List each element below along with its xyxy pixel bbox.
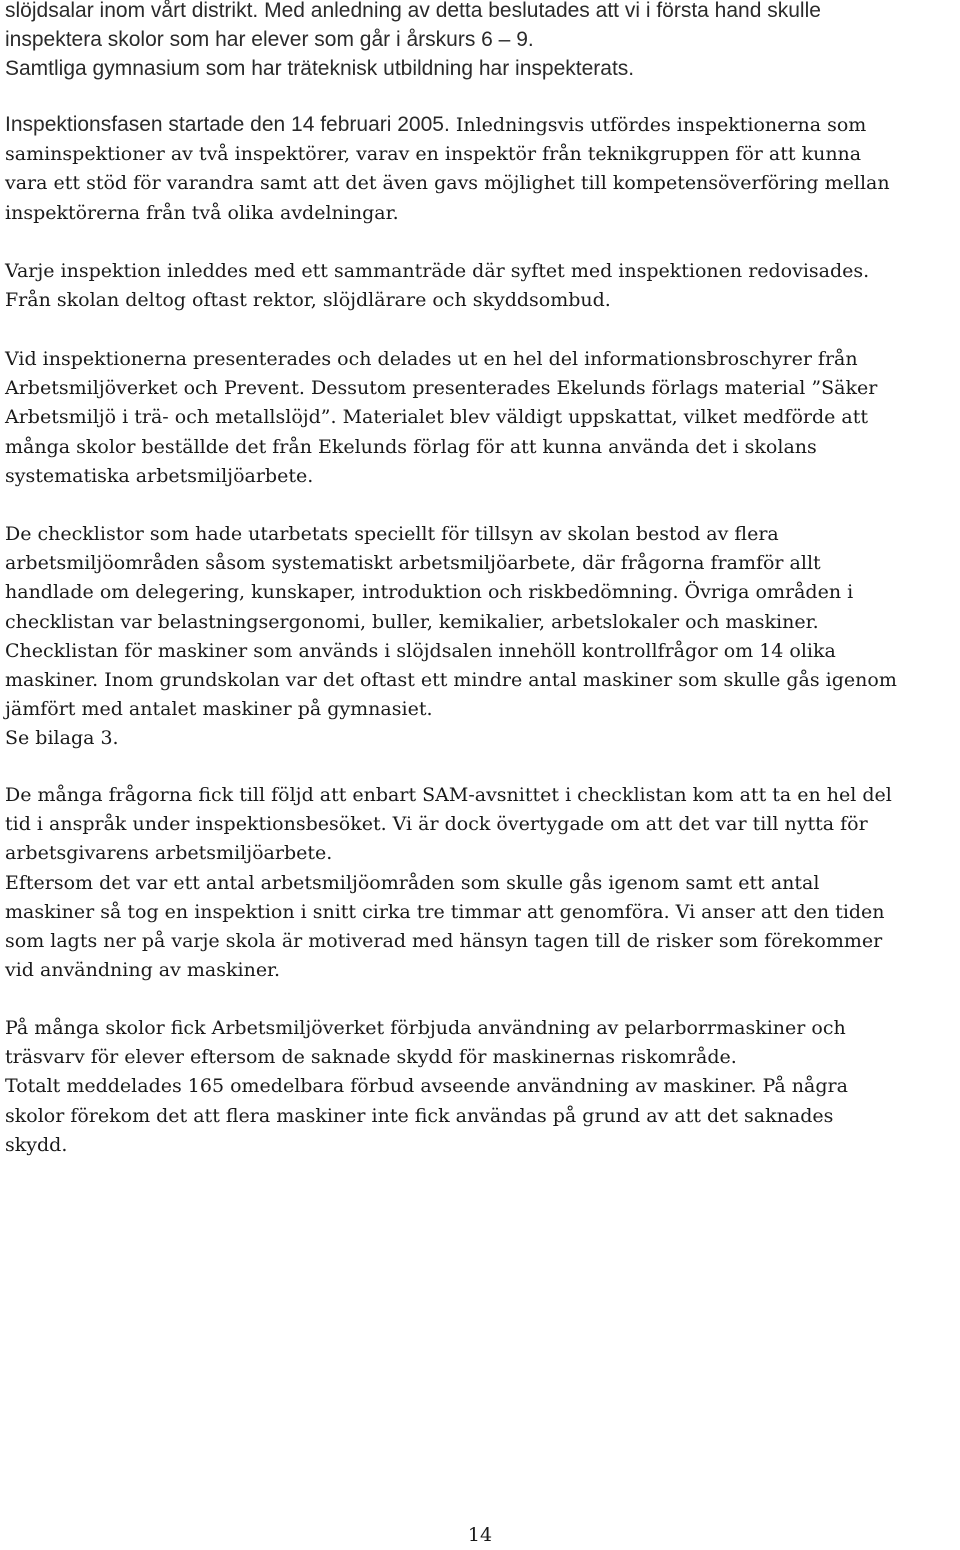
text-line: vid användning av maskiner. bbox=[5, 959, 281, 982]
text-line: checklistan var belastningsergonomi, buller, kemikalier, arbetslokaler och maskiner. bbox=[5, 610, 819, 633]
text-line: Arbetsmiljö i trä- och metallslöjd”. Materialet blev väldigt uppskattat, vilket medförde att bbox=[5, 406, 869, 429]
text-line: Checklistan för maskiner som används i slöjdsalen innehöll kontrollfrågor om 14 olika bbox=[5, 639, 836, 662]
checklist-paragraph bbox=[5, 520, 955, 754]
text-line: tid i anspråk under inspektionsbesöket. Vi är dock övertygade om att det var till nytta för bbox=[5, 813, 868, 836]
text-line: Arbetsmiljöverket och Prevent. Dessutom presenterades Ekelunds förlags material ”Säker bbox=[5, 377, 878, 400]
text-line: På många skolor fick Arbetsmiljöverket förbjuda användning av pelarborrmaskiner och bbox=[5, 1017, 846, 1039]
text-line: arbetsgivarens arbetsmiljöarbete. bbox=[5, 842, 333, 865]
inspection-phase-paragraph bbox=[5, 110, 955, 228]
text-line: handlade om delegering, kunskaper, introduktion och riskbedömning. Övriga områden i bbox=[5, 581, 854, 604]
text-line: De många frågorna fick till följd att enbart SAM-avsnittet i checklistan kom att ta en hel del bbox=[5, 784, 892, 806]
text-line: Samtliga gymnasium som har träteknisk utbildning har inspekterats. bbox=[5, 57, 635, 80]
text-line: Från skolan deltog oftast rektor, slöjdlärare och skyddsombud. bbox=[5, 289, 611, 312]
questions-paragraph bbox=[5, 781, 955, 985]
brochure-paragraph bbox=[5, 345, 955, 491]
text-line: Eftersom det var ett antal arbetsmiljöområden som skulle gås igenom samt ett antal bbox=[5, 871, 820, 894]
meeting-paragraph bbox=[5, 257, 955, 315]
page-number: 14 bbox=[467, 1524, 493, 1546]
text-line: inspektörerna från två olika avdelningar. bbox=[5, 201, 399, 224]
text-line: Inledningsvis utfördes inspektionerna som bbox=[449, 114, 867, 136]
text-line: Se bilaga 3. bbox=[5, 727, 119, 750]
inspection-phase-start: Inspektionsfasen startade den 14 februari 2005. bbox=[5, 113, 450, 136]
text-line: arbetsmiljöområden såsom systematiskt arbetsmiljöarbete, där frågorna framför allt bbox=[5, 552, 821, 575]
text-line: träsvarv för elever eftersom de saknade skydd för maskinernas riskområde. bbox=[5, 1046, 737, 1069]
text-line: jämfört med antalet maskiner på gymnasiet. bbox=[5, 698, 433, 721]
text-line: saminspektioner av två inspektörer, varav en inspektör från teknikgruppen för att kunna bbox=[5, 143, 862, 166]
text-line: vara ett stöd för varandra samt att det även gavs möjlighet till kompetensöverföring mellan bbox=[5, 172, 890, 195]
text-line: många skolor beställde det från Ekelunds förlag för att kunna använda det i skolans bbox=[5, 435, 817, 458]
text-line: Totalt meddelades 165 omedelbara förbud avseende användning av maskiner. På några bbox=[5, 1075, 848, 1098]
text-line: slöjdsalar inom vårt distrikt. Med anledning av detta beslutades att vi i första hand skulle bbox=[5, 0, 821, 22]
intro-paragraph bbox=[5, 0, 955, 83]
text-line: Varje inspektion inleddes med ett sammanträde där syftet med inspektionen redovisades. bbox=[5, 260, 870, 282]
text-line: maskiner. Inom grundskolan var det oftast ett mindre antal maskiner som skulle gås igenom bbox=[5, 669, 897, 692]
prohibition-paragraph bbox=[5, 1014, 955, 1160]
text-line: systematiska arbetsmiljöarbete. bbox=[5, 464, 314, 487]
text-line: skydd. bbox=[5, 1133, 68, 1156]
text-line: maskiner så tog en inspektion i snitt cirka tre timmar att genomföra. Vi anser att den tiden bbox=[5, 900, 885, 923]
text-line: skolor förekom det att flera maskiner inte fick användas på grund av att det saknades bbox=[5, 1104, 834, 1127]
text-line: som lagts ner på varje skola är motiverad med hänsyn tagen till de risker som förekommer bbox=[5, 930, 883, 953]
text-line: inspektera skolor som har elever som går i årskurs 6 – 9. bbox=[5, 28, 534, 51]
text-line: De checklistor som hade utarbetats speciellt för tillsyn av skolan bestod av flera bbox=[5, 523, 779, 545]
text-line: Vid inspektionerna presenterades och delades ut en hel del informationsbroschyrer från bbox=[5, 348, 858, 370]
